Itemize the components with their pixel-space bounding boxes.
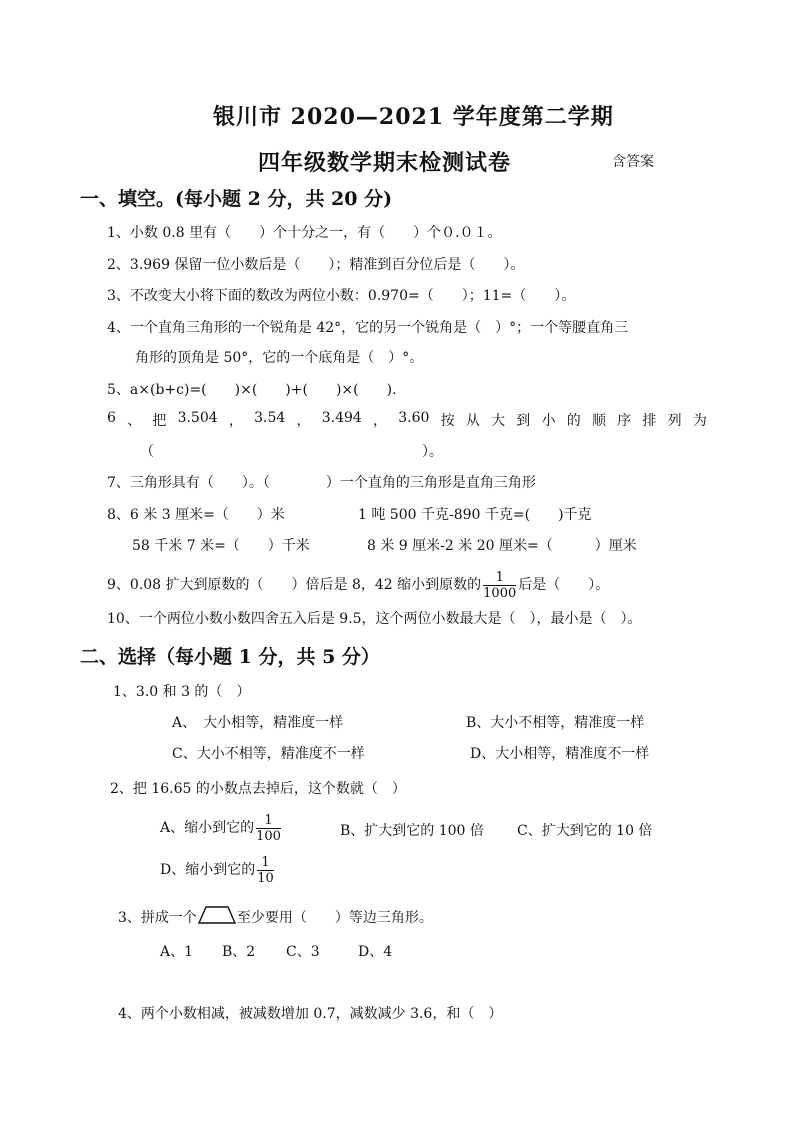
q3-option-b: B、2	[222, 944, 256, 960]
q2d-numerator: 1	[257, 855, 274, 871]
q6-part: 3.504	[177, 410, 218, 426]
q9-text-b: 后是（ ）。	[518, 577, 610, 593]
question-1-7: 7、三角形具有（ ）。（ ）一个直角的三角形是直角三角形	[107, 475, 536, 491]
q6-part: 3.54	[254, 410, 286, 426]
q2-option-d-text: D、缩小到它的	[160, 862, 256, 878]
q6-part: 从	[465, 413, 480, 429]
q9-frac-numerator: 1	[483, 570, 516, 586]
q2a-denominator: 100	[256, 828, 281, 844]
q6-part: ，	[373, 413, 388, 429]
question-1-8-d: 8 米 9 厘米-2 米 20 厘米=（ ）厘米	[367, 538, 637, 554]
title-line-2: 四年级数学期末检测试卷	[258, 150, 512, 176]
q6-part: 列	[667, 413, 682, 429]
q3-text-b: 至少要用（ ）等边三角形。	[236, 910, 433, 926]
q9-frac-denominator: 1000	[483, 585, 517, 601]
q2-option-c: C、扩大到它的 10 倍	[517, 823, 653, 839]
q1-option-d: D、大小相等，精准度不一样	[470, 746, 650, 762]
q6-part: 把	[152, 413, 167, 429]
q6-part: 的	[566, 413, 581, 429]
q6-part: 顺	[591, 413, 606, 429]
q2d-denominator: 10	[257, 870, 274, 886]
q6-part: 3.494	[321, 410, 362, 426]
question-2-3	[118, 906, 433, 927]
trapezoid-icon	[198, 906, 236, 924]
q6-part: ，	[228, 413, 243, 429]
q6-part: 大	[491, 413, 506, 429]
q9-text-a: 9、0.08 扩大到原数的（ ）倍后是 8，42 缩小到原数的	[107, 577, 482, 593]
question-1-5: 5、a×(b+c)=( )×( )+( )×( ).	[107, 382, 397, 398]
question-1-1: 1、小数 0.8 里有（ ）个十分之一，有（ ）个０.０１。	[107, 225, 502, 241]
q2-option-b: B、扩大到它的 100 倍	[340, 823, 484, 839]
q3-option-d: D、4	[358, 944, 393, 960]
question-1-10: 10、一个两位小数小数四舍五入后是 9.5，这个两位小数最大是（ ），最小是（ ）。	[107, 611, 642, 627]
question-2-2: 2、把 16.65 的小数点去掉后，这个数就（ ）	[110, 781, 406, 797]
question-1-8-b: 1 吨 500 千克-890 千克=( )千克	[358, 507, 592, 523]
q2-option-d-fraction	[257, 855, 274, 886]
title-line-1: 银川市 2020—2021 学年度第二学期	[213, 104, 614, 130]
q6-part: 6	[107, 410, 116, 426]
q6-part: 为	[692, 413, 707, 429]
question-1-3: 3、不改变大小将下面的数改为两位小数：0.970=（ ）；11=（ ）。	[107, 288, 576, 304]
q2-option-a	[160, 808, 283, 848]
section-1-heading: 一、填空。(每小题 2 分，共 20 分)	[80, 188, 393, 210]
q9-fraction	[483, 570, 516, 601]
q6-part: 序	[617, 413, 632, 429]
q2-option-a-fraction	[256, 813, 281, 844]
question-1-4-line-2: 角形的顶角是 50°，它的一个底角是（ ）°。	[135, 350, 424, 366]
q6-part: ，	[296, 413, 311, 429]
question-2-1: 1、3.0 和 3 的（ ）	[113, 684, 251, 700]
q6-part: 3.60	[398, 410, 430, 426]
q3-text-a: 3、拼成一个	[118, 910, 197, 926]
question-1-6-line-1	[107, 410, 707, 430]
section-2-heading: 二、选择（每小题 1 分，共 5 分）	[80, 646, 380, 668]
question-1-2: 2、3.969 保留一位小数后是（ ）；精准到百分位后是（ ）。	[107, 257, 525, 273]
q2-option-d	[160, 850, 276, 890]
q2-option-a-text: A、缩小到它的	[160, 820, 255, 836]
q3-option-c: C、3	[286, 944, 320, 960]
q1-option-c: C、大小不相等，精准度不一样	[172, 746, 365, 762]
q3-option-a: A、1	[160, 944, 194, 960]
q2a-numerator: 1	[256, 813, 281, 829]
q6-open-paren: （	[140, 444, 154, 460]
q6-part: 排	[642, 413, 657, 429]
q1-option-b: B、大小不相等，精准度一样	[466, 715, 645, 731]
q6-part: 、	[127, 413, 142, 429]
question-1-4-line-1: 4、一个直角三角形的一个锐角是 42°，它的另一个锐角是（ ）°；一个等腰直角三	[107, 320, 629, 336]
q1-option-a: A、 大小相等，精准度一样	[172, 715, 344, 731]
question-1-8-a: 8、6 米 3 厘米=（ ）米	[107, 507, 285, 523]
question-1-8-c: 58 千米 7 米=（ ）千米	[132, 538, 310, 554]
question-1-9	[107, 565, 609, 605]
q6-part: 小	[541, 413, 556, 429]
q6-part: 按	[440, 413, 455, 429]
answer-tag: 含答案	[612, 154, 654, 170]
question-2-4: 4、两个小数相减，被减数增加 0.7，减数减少 3.6，和（ ）	[118, 1006, 503, 1022]
q6-part: 到	[516, 413, 531, 429]
q6-close-paren: ）。	[422, 444, 443, 460]
